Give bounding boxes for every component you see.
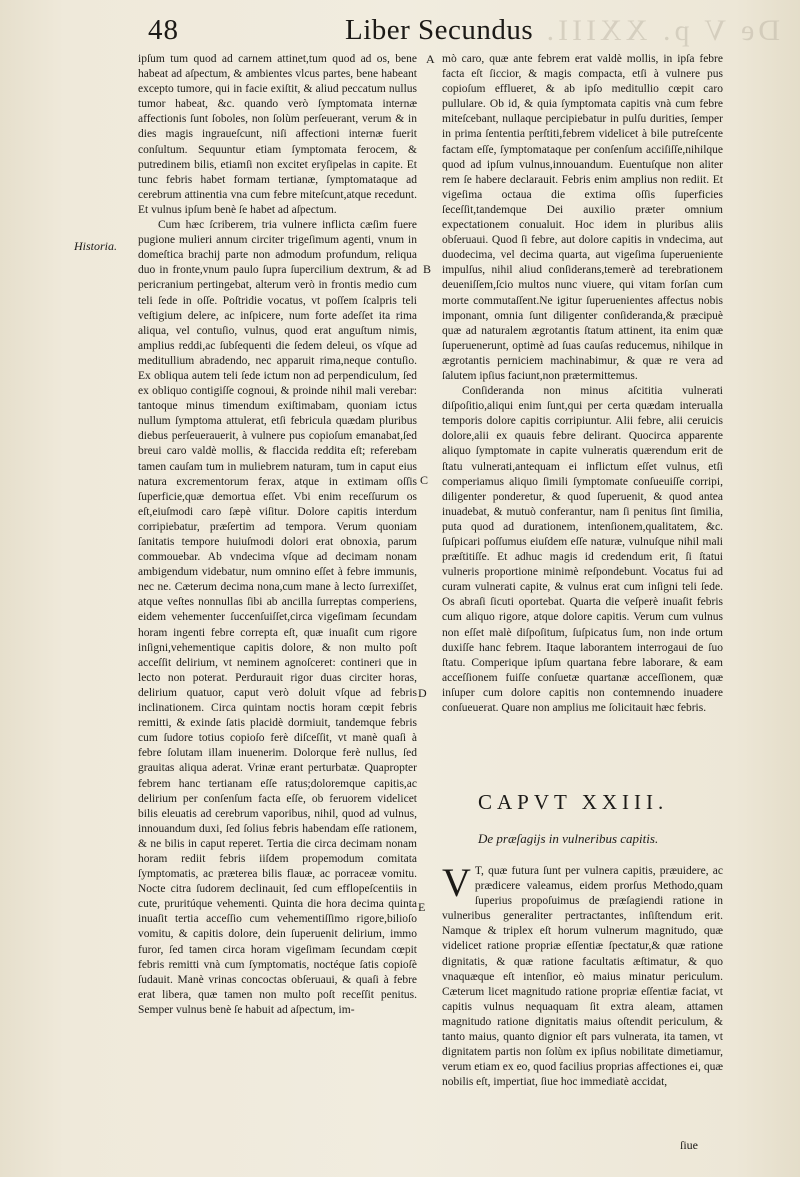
drop-cap: V [442,864,471,905]
chapter-title: CAPVT XXIII. [478,790,669,814]
catchword: ſiue [680,1138,698,1152]
section-mark-e: E [418,900,426,914]
page-header [0,8,800,48]
paragraph: T, quæ futura ſunt per vulnera capitis, præuidere, ac prædicere valeamus, eidem prorſus Methodo,quam ſuperius propoſuimus de præſagiendi ratione in vulneribus generaliter pertractantes, inſiſtendum erit. Namque & triplex eſt horum vulnerum magnitudo, quæ videlicet ratione propriæ eſſentiæ ſpectatur,& quæ ratione dignitatis, & quæ ratione facultatis æſtimatur, & quo vnaquæque eſt intenſior, eò maius minatur periculum. Cæterum licet magnitudo ratione propriæ eſſentiæ faciat, vt capitis vulnus nequaquam ſit extra aleam, attamen magnitudo ratione dignitatis maius oſtendit periculum, & tanto maius, quanto dignior eſt pars vulnerata, ita tamen, vt dignitatem partis non ſolùm ex ipſius nobilitate dimetiamur, verum etiam ex eo, quod facilius proprias affectiones ei, quæ nobilis eſt, impertiat, ſiue hoc immediatè accidat, [442,865,723,1089]
right-column-bottom [442,864,723,1134]
page-number: 48 [148,14,179,46]
paragraph: Conſideranda non minus aſcititia vulnerati diſpoſitio,aliqui enim ſunt,qui per certa quædam interualla temporis dolore capitis corripiuntur. Alii febre, alii ceruicis dolore,alii ex quauis febre delirant. Quocirca apparente aliquo ſymptomate in capite vulneratis quærendum erit de ſtatu vulnerati,antequam ei inflictum eſſet vulnus, etſi comperiamus aliquo ſimili ſymptomate conſueuiſſe corripi, diligenter ponderetur, & quod ſuperuenit, & quod antea inuadebat, & mutuò conferantur, nam ſi penitus ſint ſimilia, puta quod ad durationem, intenſionem,qualitatem, &c. ſuſpicari poſſumus eiuſdem eſſe naturæ, vulnuſque nihil mali præſtitiſſe. Et adhuc magis id credendum erit, ſi ſtatui vulneris proportione minimè reſpondebunt. Vocatus fui ad curam vulnerati capite, & vulnus erat cum inſigni teli ſede. Os abraſi ſicuti oportebat. Quarta die veſperè inuaſit febris cum aliquo rigore, atque dolore capitis. Verum cum vulnus non eſſet malè diſpoſitum, ſuſpicatus ſum, non inde ortum duxiſſe hanc febrem. Itaque laborantem interrogaui de ſuo ſtatu. Comperique ipſum quartana febre laborare, & eam acceſſionem fuiſſe conſuetæ quartanæ acceſſionem, quæ inſuper cum dolore capitis non contemnendo inuadere conſueuerat. Quare non amplius me ſolicitauit hæc febris. [442,385,723,715]
section-mark-a: A [426,52,435,66]
right-column-top [442,52,723,772]
chapter-subtitle: De præſagijs in vulneribus capitis. [478,831,659,846]
margin-note: Historia. [74,239,118,253]
left-column [138,52,417,1134]
paragraph: mò caro, quæ ante febrem erat valdè mollis, in ipſa febre facta eſt ſiccior, & magis compacta, etſi à vulnere pus copioſum efflueret, & ab ipſo meditullio cœpit caro pullulare. Ob id, & quia ſymptomata capitis vnà cum febre miteſcebant, nullaque percipiebatur in pulſu durities, ſemper in prima ſententia perſtiti,febrem videlicet à bile putreſcente factam eſſe, ſymptomataque per conſenſum acciſiſſe,nihilque quod ad ipſum vulnus,innouandum. Euentuſque non aliter rem ſe habere declarauit. Febris enim amplius non rediit. Et vigeſima octaua die extima oſſis ſuperficies ſeceſſit,tandemque Dei auxilio præter omnium expectationem conualuit. Hoc idem in pluribus aliis obſeruaui. Quod ſi febre, aut dolore capitis in vndecima, aut duodecima, vel decima quarta, aut vigeſima ſuperueniente impulſus, nihil aliud conſiderans,temerè ad terebrationem deueniſſem,ſcio multos nunc viuere, qui vitam forſan cum morte commutaſſent.Ne igitur ſuperuenientes affectus nobis imponant, omnia ſunt diligenter conſideranda,& præcipuè quæ ad naturalem ægrotantis ſtatum attinent, ita enim quæ ſuperuenerunt, optimè ad ſuas cauſas reducemus, nihilque in ægrotantis perniciem machinabimur, & quæ re vera ad ſalutem ipſius faciunt,non prætermittemus. [442,53,723,382]
paragraph: ipſum tum quod ad carnem attinet,tum quod ad os, bene habeat ad aſpectum, & ambientes vlcus partes, bene habeant excepto tumore, qui in facie exiſtit, & aliud peccatum nullus tumor habeat, &c. quando verò ſymptomata internæ affectionis ſunt ſoboles, non ſolùm perſeuerant, verum & in dies magis ingraueſcunt, niſi affectioni internæ fuerit conſultum. Sequuntur etiam ſymptomata ferocem, & putredinem bilis, etiamſi non excitet eryſipelas in capite. Et tunc febris habet formam tertianæ, ſymptomataque ad cerebrum attinentia vna cum febre miteſcunt,atque recedunt. Et vulnus ipſum benè ſe habet ad aſpectum. [138,53,417,216]
bleed-through-text: De V p. XXIII. [542,14,780,47]
section-mark-d: D [418,686,427,700]
section-mark-b: B [423,262,432,276]
section-mark-c: C [420,473,429,487]
paragraph: Cum hæc ſcriberem, tria vulnere inflicta cæſim fuere pugione mulieri annum circiter trigeſimum agenti, vnum in domeſtica brachij parte non admodum profundum, reliqua duo in fronte,vnum paulo ſupra ſupercilium dextrum, & ad pericranium pertingebat, alterum verò in frontis medio cum teli ſede in oſſe. Poſtridie vocatus, vt poſſem ſcalpris teli veſtigium delere, ac inſpicere, num forte adeſſet ita rima aliqua, vel contuſio, vulnus, quod erat anguſtum nimis, amplius reddi,ac ſubſequenti die ſedem deleui, os vſque ad meditullium abradendo, nec apparuit rima,neque contuſio. Ex obliqua autem teli ſede ictum non ad perpendiculum, ſed ex obliquo contigiſſe cognoui, & proinde nihil mali verebar: tantoque minus timendum exiſtimabam, quoniam ictus nullum ſymptoma attulerat, etſi febricula quædam pluribus diebus perſeuerauerit, à vulnere pus copioſum emanabat,ſed breui caro valdè mollis, & flaccida reddita eſt; referebam tamen cauſam tum in muliebrem naturam, tum in caput eius natura excrementorum ferax, atque in extimam oſſis ſuperficie,quæ demortua eſſet. Vbi enim receſſurum os eſt,eiuſmodi caro ſæpè viſitur. Dolore capitis interdum corripiebatur, præſertim ad tempora. Verum quoniam ſanitatis tempore huiuſmodi dolori erat obnoxia, parum commouebar. Ab vndecima vſque ad decimam nonam ambigendum videbatur, num omnino eſſet à febre immunis, nec ne. Cæterum decima nona,cum mane à lecto ſurrexiſſet, atque veſtes nonnullas ſibi ab ancilla ſurreptas comperiens, eidem vehementer ſuccenſuiſſet,circa vigeſimam ſecundam horam ingenti febre correpta eſt, quæ inuaſit cum rigore inſigni,vehementique capitis dolore, & non multo poſt acceſſit delirium, vt neminem agnoſceret: contineri que in lecto non poterat. Perdurauit rigor duas circiter horas, delirium quatuor, caput verò doluit vſque ad febris inclinationem. Circa quintam noctis horam cœpit febris remitti, & exinde ſatis placidè dormiuit, tandemque febris cum ſudore totius copioſo ferè diſceſſit, vt manè quaſi à febre ſolutam illam inuenerim. Dolorque ferè nullus, ſed grauitas aliqua aderat. Vrinæ erant perturbatæ. Quapropter febrem hanc tertianam eſſe ratus;doloremque capitis,ac delirium per conſenſum facta eſſe, ob feruorem videlicet bilis eleuatis ad cerebrum vaporibus, nihil, quod ad vulnus, innouandum duxi, ſed ſolius febris habendam eſſe rationem, & ne bilis in caput reperet. Tertia die circa decimam nonam horam rediit febris iiſdem propemodum comitata ſymptomatis, ac præterea bilis flauæ, ac porraceæ vomitu. Nocte citra ſudorem declinauit, ſed cum efflореſcentiis in cute, pruritúque vehementi. Quinta die hora decima quinta inuaſit tertia acceſſio cum vehementiſſimo rigore,bilioſo vomitu, & capitis dolore, dein ſuperuenit delirium, immo furor, ſed tamen circa horam vigeſimam ſecundam cœpit febris remitti vnà cum ſymptomatis, noctéque ſatis copioſè ſudauit. Manè vrinas concoctas obſeruaui, & quaſi à febre erat libera, quæ tamen non multo poſt receſſit penitus. Semper vulnus benè ſe habuit ad aſpectum, im- [138,219,417,1016]
running-head: Liber Secundus [345,14,534,46]
